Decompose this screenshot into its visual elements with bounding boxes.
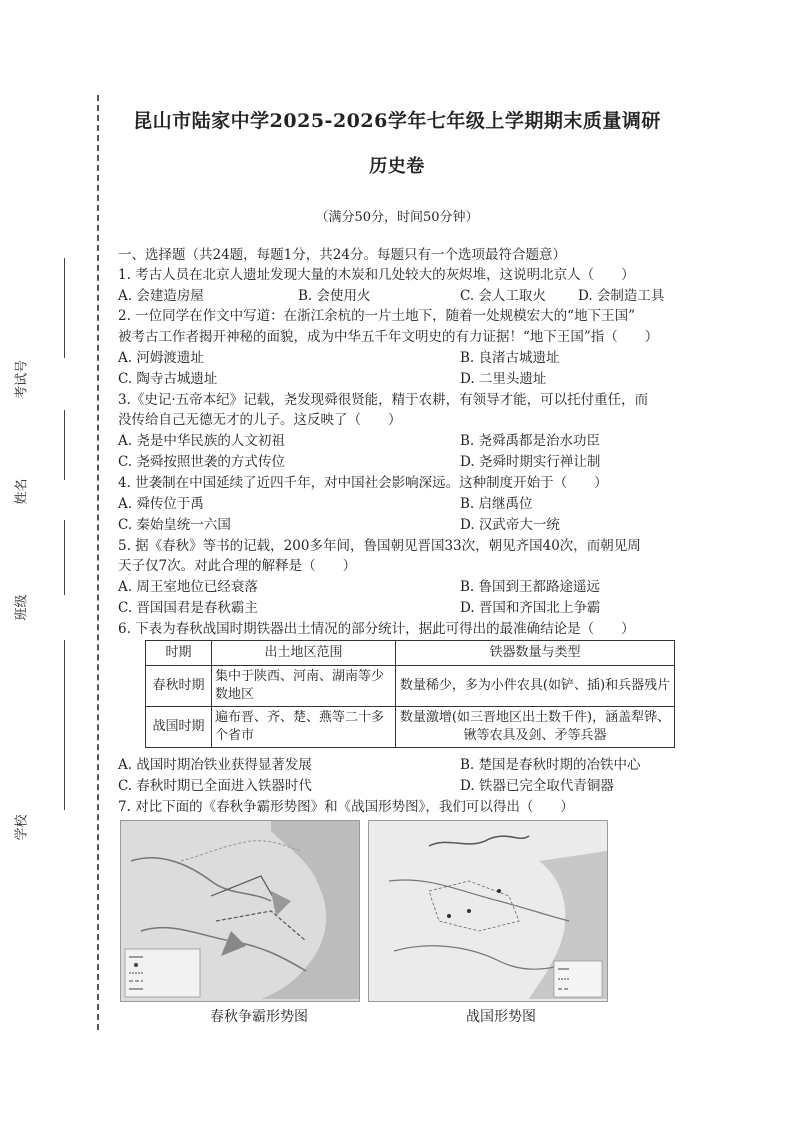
map1-caption: 春秋争霸形势图 (210, 1009, 308, 1025)
q1-option-c[interactable]: C. 会人工取火 (460, 288, 546, 304)
school-label: 学校 (14, 814, 30, 841)
q5-option-b[interactable]: B. 鲁国到王都路途遥远 (460, 579, 601, 595)
table-header-cell: 出土地区范围 (212, 641, 396, 666)
q6-option-a[interactable]: A. 战国时期冶铁业获得显著发展 (118, 757, 312, 773)
q1-stem: 1. 考古人员在北京人遗址发现大量的木炭和几处较大的灰烬堆，这说明北京人（ ） (118, 267, 635, 283)
table-header-cell: 铁器数量与类型 (396, 641, 675, 666)
q6-option-d[interactable]: D. 铁器已完全取代青铜器 (460, 778, 614, 794)
q5-option-d[interactable]: D. 晋国和齐国北上争霸 (460, 600, 601, 616)
q4-stem: 4. 世袭制在中国延续了近四千年，对中国社会影响深远。这种制度开始于（ ） (118, 475, 608, 491)
table-cell: 遍布晋、齐、楚、燕等二十多个省市 (212, 707, 396, 748)
exam-number-label: 考试号 (14, 360, 30, 400)
name-label: 姓名 (14, 478, 30, 505)
exam-number-field[interactable] (64, 258, 65, 358)
binding-dashed-line (97, 95, 99, 1030)
table-cell: 战国时期 (146, 707, 212, 748)
q2-stem-line1: 2. 一位同学在作文中写道：在浙江余杭的一片土地下，随着一处规模宏大的“地下王国” (118, 308, 635, 324)
q4-option-a[interactable]: A. 舜传位于禹 (118, 496, 204, 512)
iron-artifacts-table (145, 640, 675, 748)
q2-option-d[interactable]: D. 二里头遗址 (460, 371, 547, 387)
school-field[interactable] (64, 640, 65, 810)
q5-stem-line1: 5. 据《春秋》等书的记载，200多年间，鲁国朝见晋国33次，朝见齐国40次，而朝见周 (118, 538, 641, 554)
q5-option-a[interactable]: A. 周王室地位已经衰落 (118, 579, 258, 595)
q5-stem-line2: 天子仅7次。对此合理的解释是（ ） (118, 558, 357, 574)
q2-option-a[interactable]: A. 河姆渡遗址 (118, 350, 204, 366)
q3-option-d[interactable]: D. 尧舜时期实行禅让制 (460, 454, 601, 470)
q2-stem-line2: 被考古工作者揭开神秘的面貌，成为中华五千年文明史的有力证据！“地下王国”指（ ） (118, 329, 659, 345)
q5-option-c[interactable]: C. 晋国国君是春秋霸主 (118, 600, 258, 616)
q2-option-b[interactable]: B. 良渚古城遗址 (460, 350, 560, 366)
table-header-cell: 时期 (146, 641, 212, 666)
table-cell: 数量激增(如三晋地区出土数千件)，涵盖犁铧、锹等农具及剑、矛等兵器 (396, 707, 675, 748)
table-row (146, 666, 675, 707)
q3-stem-line2: 没传给自己无德无才的儿子。这反映了（ ） (118, 412, 402, 428)
class-field[interactable] (64, 520, 65, 595)
q4-option-b[interactable]: B. 启继禹位 (460, 496, 533, 512)
map2-caption: 战国形势图 (466, 1009, 536, 1025)
spring-autumn-hegemony-map (120, 820, 360, 1002)
exam-meta: （满分50分，时间50分钟） (315, 210, 479, 225)
q1-option-a[interactable]: A. 会建造房屋 (118, 288, 204, 304)
q3-option-a[interactable]: A. 尧是中华民族的人文初祖 (118, 433, 285, 449)
q6-option-c[interactable]: C. 春秋时期已全面进入铁器时代 (118, 778, 312, 794)
q1-option-b[interactable]: B. 会使用火 (298, 288, 371, 304)
q3-option-b[interactable]: B. 尧舜禹都是治水功臣 (460, 433, 601, 449)
warring-states-map (368, 820, 608, 1002)
q1-option-d[interactable]: D. 会制造工具 (578, 288, 665, 304)
q3-option-c[interactable]: C. 尧舜按照世袭的方式传位 (118, 454, 285, 470)
q6-stem: 6. 下表为春秋战国时期铁器出土情况的部分统计，据此可得出的最准确结论是（ ） (118, 621, 635, 637)
q2-option-c[interactable]: C. 陶寺古城遗址 (118, 371, 218, 387)
q4-option-c[interactable]: C. 秦始皇统一六国 (118, 517, 231, 533)
exam-title: 昆山市陆家中学2025-2026学年七年级上学期期末质量调研 (133, 110, 661, 132)
table-row (146, 707, 675, 748)
exam-subtitle: 历史卷 (369, 156, 425, 177)
table-cell: 数量稀少，多为小件农具(如铲、插)和兵器残片 (396, 666, 675, 707)
q4-option-d[interactable]: D. 汉武帝大一统 (460, 517, 560, 533)
table-cell: 集中于陕西、河南、湖南等少数地区 (212, 666, 396, 707)
table-header-row (146, 641, 675, 666)
section-heading: 一、选择题（共24题，每题1分，共24分。每题只有一个选项最符合题意） (118, 247, 566, 263)
q6-option-b[interactable]: B. 楚国是春秋时期的冶铁中心 (460, 757, 641, 773)
class-label: 班级 (14, 594, 30, 621)
q7-stem: 7. 对比下面的《春秋争霸形势图》和《战国形势图》，我们可以得出（ ） (118, 799, 574, 815)
name-field[interactable] (64, 410, 65, 480)
table-cell: 春秋时期 (146, 666, 212, 707)
q3-stem-line1: 3.《史记·五帝本纪》记载，尧发现舜很贤能，精于农耕，有领导才能，可以托付重任，而 (118, 392, 649, 408)
